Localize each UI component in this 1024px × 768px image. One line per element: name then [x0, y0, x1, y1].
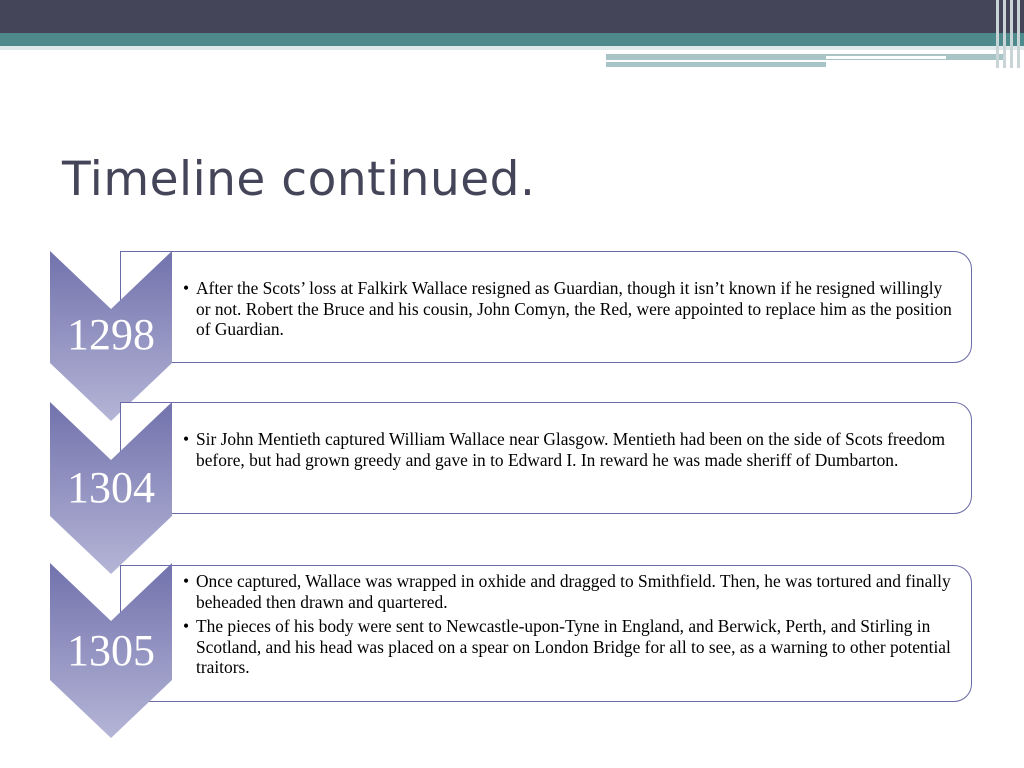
timeline-box-1304	[120, 402, 972, 514]
bullet-list	[181, 571, 957, 678]
accent-bar-1	[606, 54, 1006, 60]
year-chevron-1305	[50, 563, 172, 738]
timeline-box-1298	[120, 251, 972, 363]
accent-bar-2	[606, 62, 826, 67]
year-label: 1304	[67, 463, 155, 512]
timeline-box-1305	[120, 565, 972, 702]
top-pale-bar	[0, 46, 1024, 50]
bullet-list	[181, 429, 957, 470]
top-dark-bar	[0, 0, 1024, 33]
top-teal-bar	[0, 33, 1024, 46]
bullet-item: • The pieces of his body were sent to Newcastle-upon-Tyne in England, and Berwick, Perth, and Stirling in Scotland, and his head was placed on a spear on London Bridge for all to see, as a warning to other potential traitors.	[181, 616, 957, 678]
corner-stripes	[994, 0, 1024, 68]
year-label: 1305	[67, 626, 155, 675]
accent-bar-3	[826, 56, 946, 59]
bullet-item: • Sir John Mentieth captured William Wallace near Glasgow. Mentieth had been on the side of Scots freedom before, but had grown greedy and gave in to Edward I. In reward he was made sheriff of Dumbarton.	[181, 429, 957, 470]
bullet-item: • Once captured, Wallace was wrapped in oxhide and dragged to Smithfield. Then, he was tortured and finally beheaded then drawn and quartered.	[181, 571, 957, 612]
year-label: 1298	[67, 310, 155, 359]
year-chevron-1298	[50, 251, 172, 421]
bullet-item: • After the Scots’ loss at Falkirk Wallace resigned as Guardian, though it isn’t known if he resigned willingly or not. Robert the Bruce and his cousin, John Comyn, the Red, were appointed to replace him as the position of Guardian.	[181, 278, 957, 340]
slide-title: Timeline continued.	[62, 152, 536, 207]
bullet-list	[181, 278, 957, 340]
year-chevron-1304	[50, 402, 172, 574]
